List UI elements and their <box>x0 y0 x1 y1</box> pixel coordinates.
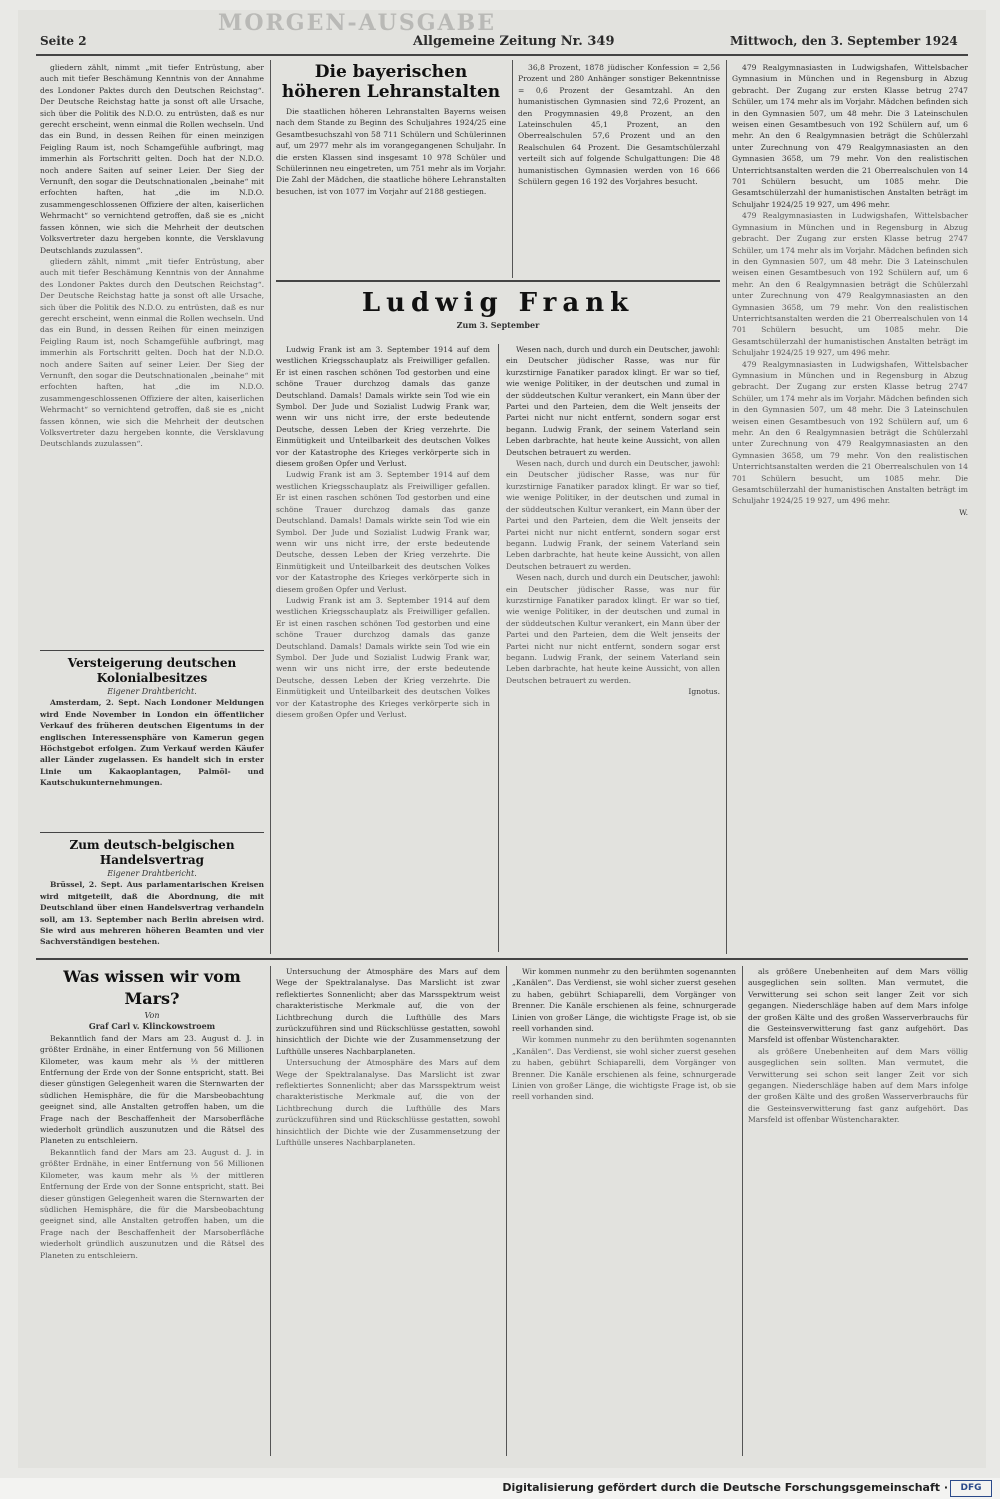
article-body: Ludwig Frank ist am 3. September 1914 auf dem westlichen Kriegsschauplatz als Freiwilliger gefallen. Er ist einen raschen schönen Tod gestorben und eine schöne Trauer durchzog damals das ganze Deutschland. Damals! Damals wirkte sein Tod wie ein Symbol. Der Jude und Sozialist Ludwig Frank war, wenn wir uns nicht irre, der erste bedeutende Deutsche, dessen Leben der Krieg verzehrte. Die Einmütigkeit und Unteilbarkeit des deutschen Volkes vor der Katastrophe des Krieges verkörperte sich in diesem großen Opfer und Verlust. <box>276 345 490 469</box>
article-frank-cont <box>506 344 720 952</box>
article-title: Was wissen wir vom Mars? <box>63 967 241 1008</box>
masthead: MORGEN-AUSGABE <box>218 10 496 36</box>
article-lehranstalten <box>276 62 506 276</box>
article-body: Die staatlichen höheren Lehranstalten Bayerns weisen nach dem Stande zu Beginn des Schuljahres 1924/25 eine Gesamtbesuchszahl von 58 711 Schülern und Schülerinnen auf, um 2977 mehr als im vorangegangenen Schuljahr. In die ersten Klassen sind insgesamt 10 978 Schüler und Schülerinnen neu eingetreten, um 751 mehr als im Vorjahr. Die Zahl der Mädchen, die staatliche höhere Lehranstalten besuchen, ist von 1077 im Vorjahr auf 2188 gestiegen. <box>276 107 506 196</box>
article-handel <box>40 838 264 956</box>
article-lehranstalten-cont <box>518 62 720 276</box>
header-rule <box>36 54 968 56</box>
article-dateline: Eigener Drahtbericht. <box>107 869 197 878</box>
article-body: Untersuchung der Atmosphäre des Mars auf dem Wege der Spektralanalyse. Das Marslicht ist zwar reflektiertes Sonnenlicht; aber das Marsspektrum weist charakteristische Merkmale auf, die von der Lichtbrechung durch die Lufthülle des Mars zurückzuführen sind und Rückschlüsse gestatten, sowohl hinsichtlich der Dichte wie der Zusammensetzung der Lufthülle unseres Nachbarplaneten. <box>276 967 500 1056</box>
article-body-cont: 479 Realgymnasiasten in Ludwigshafen, Wittelsbacher Gymnasium in München und in Regensburg in Abzug gebracht. Der Zugang zur ersten Klasse betrug 2747 Schüler, um 174 mehr als im Vorjahr. Mädchen befinden sich in den Gymnasien 507, um 48 mehr. Die 3 Lateinschulen weisen einen Gesamtbesuch von 192 Schülern auf, um 6 mehr. An den 6 Realgymnasien beträgt die Schülerzahl unter Zurechnung von 479 Realgymnasiasten an den Gymnasien 3658, um 79 mehr. Von den realistischen Unterrichtsanstalten werden die 21 Oberrealschulen von 14 701 Schülern besucht, um 1085 mehr. Die Gesamtschülerzahl der humanistischen Anstalten beträgt im Schuljahr 1924/25 19 927, um 496 mehr. <box>732 359 968 506</box>
article-reichstag <box>40 62 264 642</box>
column-rule <box>270 966 271 1456</box>
article-body-cont: Ludwig Frank ist am 3. September 1914 auf dem westlichen Kriegsschauplatz als Freiwilliger gefallen. Er ist einen raschen schönen Tod gestorben und eine schöne Trauer durchzog damals das ganze Deutschland. Damals! Damals wirkte sein Tod wie ein Symbol. Der Jude und Sozialist Ludwig Frank war, wenn wir uns nicht irre, der erste bedeutende Deutsche, dessen Leben der Krieg verzehrte. Die Einmütigkeit und Unteilbarkeit des deutschen Volkes vor der Katastrophe des Krieges verkörperte sich in diesem großen Opfer und Verlust. <box>276 470 490 594</box>
article-body: Wesen nach, durch und durch ein Deutscher, jawohl: ein Deutscher jüdischer Rasse, was nur für kurzstirnige Fanatiker paradox klingt. Er war so tief, wie wenige Politiker, in der deutschen und zumal in der süddeutschen Kultur verankert, ein Mann über der Partei und den Parteien, dem die Welt jenseits der Partei nicht nur nicht entfernt, sondern sogar erst begann. Ludwig Frank, der seinem Vaterland sein Leben darbrachte, hat heute keine Aussicht, von allen Deutschen betrauert zu werden. <box>506 345 720 457</box>
page-number: Seite 2 <box>40 34 87 48</box>
author-sign: Ignotus. <box>688 687 720 697</box>
frank-heading <box>276 286 720 340</box>
column-rule <box>270 60 271 954</box>
article-title: Zum deutsch-belgischen Handelsvertrag <box>69 838 235 867</box>
article-body: gliedern zählt, nimmt „mit tiefer Entrüstung, aber auch mit tiefer Beschämung Kenntnis von der Annahme des Londoner Paktes durch den Deutschen Reichstag“. Der Deutsche Reichstag hatte ja sonst oft alle Ursache, sich über die Politik des N.D.O. zu entrüsten, daß es nur gerecht erscheint, wenn einmal die Rollen wechseln. Und das ein Bund, in dessen Reihen für einen meinzigen Feigling Raum ist, noch Schamgefühle aufbringt, mag immerhin als Fortschritt gelten. Doch hat der N.D.O. noch andere Saiten auf seiner Leier. Der Sieg der Vernunft, den sogar die Deutschnationalen „beinahe“ mit erfochten haften, hat „die im N.D.O. zusammengeschlossenen Offiziere der alten, kaiserlichen Wehrmacht“ so vernichtend getroffen, daß sie es „nicht fassen können, wie sich die Mehrheit der deutschen Volksvertreter dazu hergeben konnte, die Versklavung Deutschlands zuzulassen“. <box>40 63 264 255</box>
article-title: Die bayerischen höheren Lehranstalten <box>281 62 501 102</box>
digitization-footer <box>0 1478 1000 1499</box>
article-body: 479 Realgymnasiasten in Ludwigshafen, Wittelsbacher Gymnasium in München und in Regensburg in Abzug gebracht. Der Zugang zur ersten Klasse betrug 2747 Schüler, um 174 mehr als im Vorjahr. Mädchen befinden sich in den Gymnasien 507, um 48 mehr. Die 3 Lateinschulen weisen einen Gesamtbesuch von 192 Schülern auf, um 6 mehr. An den 6 Realgymnasien beträgt die Schülerzahl unter Zurechnung von 479 Realgymnasiasten an den Gymnasien 3658, um 79 mehr. Von den realistischen Unterrichtsanstalten werden die 21 Oberrealschulen von 14 701 Schülern besucht, um 1085 mehr. Die Gesamtschülerzahl der humanistischen Anstalten beträgt im Schuljahr 1924/25 19 927, um 496 mehr. <box>732 63 968 209</box>
article-body: Wir kommen nunmehr zu den berühmten sogenannten „Kanälen“. Das Verdienst, sie wohl sicher zuerst gesehen zu haben, gebührt Schiaparelli, dem Vorgänger von Brenner. Die Kanäle erschienen als feine, schnurgerade Linien von großer Länge, die wichtigste Frage ist, ob sie reell vorhanden sind. <box>512 967 736 1034</box>
column-rule <box>742 966 743 1456</box>
article-body-cont: Wir kommen nunmehr zu den berühmten sogenannten „Kanälen“. Das Verdienst, sie wohl sicher zuerst gesehen zu haben, gebührt Schiaparelli, dem Vorgänger von Brenner. Die Kanäle erschienen als feine, schnurgerade Linien von großer Länge, die wichtigste Frage ist, ob sie reell vorhanden sind. <box>512 1035 736 1102</box>
article-body: Amsterdam, 2. Sept. Nach Londoner Meldungen wird Ende November in London ein öffentlicher Verkauf des früheren deutschen Eigentums in der englischen Interessensphäre von Kamerun gegen Höchstgebot erfolgen. Zum Verkauf werden Käufer aller Länder zugelassen. Es handelt sich in erster Linie um Kakaoplantagen, Palmöl- und Kautschukunternehmungen. <box>40 698 264 788</box>
newspaper-page <box>18 10 986 1468</box>
column-rule <box>506 966 507 1456</box>
article-mars-cont3 <box>748 966 968 1456</box>
article-subtitle: Zum 3. September <box>456 320 540 330</box>
article-schulstatistik <box>732 62 968 948</box>
divider <box>276 280 720 282</box>
article-kolonial <box>40 656 264 826</box>
column-rule <box>726 60 727 954</box>
article-body-cont: Ludwig Frank ist am 3. September 1914 auf dem westlichen Kriegsschauplatz als Freiwilliger gefallen. Er ist einen raschen schönen Tod gestorben und eine schöne Trauer durchzog damals das ganze Deutschland. Damals! Damals wirkte sein Tod wie ein Symbol. Der Jude und Sozialist Ludwig Frank war, wenn wir uns nicht irre, der erste bedeutende Deutsche, dessen Leben der Krieg verzehrte. Die Einmütigkeit und Unteilbarkeit des deutschen Volkes vor der Katastrophe des Krieges verkörperte sich in diesem großen Opfer und Verlust. <box>276 595 490 719</box>
section-rule <box>36 958 968 960</box>
divider <box>40 832 264 833</box>
byline-author: Graf Carl v. Klinckowstroem <box>88 1021 216 1032</box>
article-mars-cont <box>276 966 500 1456</box>
byline-von: Von <box>144 1011 160 1020</box>
column-rule <box>512 60 513 278</box>
article-mars-cont2 <box>512 966 736 1456</box>
footer-text: Digitalisierung gefördert durch die Deutsche Forschungsgemeinschaft · <box>502 1481 948 1494</box>
article-title: Ludwig Frank <box>361 288 635 318</box>
article-body-cont: Wesen nach, durch und durch ein Deutscher, jawohl: ein Deutscher jüdischer Rasse, was nur für kurzstirnige Fanatiker paradox klingt. Er war so tief, wie wenige Politiker, in der deutschen und zumal in der süddeutschen Kultur verankert, ein Mann über der Partei und den Parteien, dem die Welt jenseits der Partei nicht nur nicht entfernt, sondern sogar erst begann. Ludwig Frank, der seinem Vaterland sein Leben darbrachte, hat heute keine Aussicht, von allen Deutschen betrauert zu werden. <box>506 459 720 571</box>
divider <box>40 650 264 651</box>
author-sign: W. <box>959 507 968 517</box>
article-frank <box>276 344 490 952</box>
article-title: Versteigerung deutschen Kolonialbesitzes <box>67 656 237 685</box>
article-body-cont: 479 Realgymnasiasten in Ludwigshafen, Wittelsbacher Gymnasium in München und in Regensburg in Abzug gebracht. Der Zugang zur ersten Klasse betrug 2747 Schüler, um 174 mehr als im Vorjahr. Mädchen befinden sich in den Gymnasien 507, um 48 mehr. Die 3 Lateinschulen weisen einen Gesamtbesuch von 192 Schülern auf, um 6 mehr. An den 6 Realgymnasien beträgt die Schülerzahl unter Zurechnung von 479 Realgymnasiasten an den Gymnasien 3658, um 79 mehr. Von den realistischen Unterrichtsanstalten werden die 21 Oberrealschulen von 14 701 Schülern besucht, um 1085 mehr. Die Gesamtschülerzahl der humanistischen Anstalten beträgt im Schuljahr 1924/25 19 927, um 496 mehr. <box>732 211 968 358</box>
article-body: Bekanntlich fand der Mars am 23. August d. J. in größter Erdnähe, in einer Entfernung von 56 Millionen Kilometer, was kaum mehr als ⅓ der mittleren Entfernung der Erde von der Sonne entspricht, statt. Bei dieser günstigen Gelegenheit waren die Sternwarten der südlichen Hemisphäre, die für die Marsbeobachtung geeignet sind, alle Anstalten getroffen haben, um die Frage nach der Beschaffenheit der Marsoberfläche wiederholt gründlich auszunutzen und die Rätsel des Planeten zu entschleiern. <box>40 1033 264 1146</box>
article-body-cont: gliedern zählt, nimmt „mit tiefer Entrüstung, aber auch mit tiefer Beschämung Kenntnis von der Annahme des Londoner Paktes durch den Deutschen Reichstag“. Der Deutsche Reichstag hatte ja sonst oft alle Ursache, sich über die Politik des N.D.O. zu entrüsten, daß es nur gerecht erscheint, wenn einmal die Rollen wechseln. Und das ein Bund, in dessen Reihen für einen meinzigen Feigling Raum ist, noch Schamgefühle aufbringt, mag immerhin als Fortschritt gelten. Doch hat der N.D.O. noch andere Saiten auf seiner Leier. Der Sieg der Vernunft, den sogar die Deutschnationalen „beinahe“ mit erfochten haften, hat „die im N.D.O. zusammengeschlossenen Offiziere der alten, kaiserlichen Wehrmacht“ so vernichtend getroffen, daß sie es „nicht fassen können, wie sich die Mehrheit der deutschen Volksvertreter dazu hergeben konnte, die Versklavung Deutschlands zuzulassen“. <box>40 256 264 449</box>
article-body-cont: Wesen nach, durch und durch ein Deutscher, jawohl: ein Deutscher jüdischer Rasse, was nur für kurzstirnige Fanatiker paradox klingt. Er war so tief, wie wenige Politiker, in der deutschen und zumal in der süddeutschen Kultur verankert, ein Mann über der Partei und den Parteien, dem die Welt jenseits der Partei nicht nur nicht entfernt, sondern sogar erst begann. Ludwig Frank, der seinem Vaterland sein Leben darbrachte, hat heute keine Aussicht, von allen Deutschen betrauert zu werden. <box>506 573 720 685</box>
dfg-logo: DFG <box>950 1480 992 1497</box>
article-dateline: Eigener Drahtbericht. <box>107 687 197 696</box>
article-body-cont: Untersuchung der Atmosphäre des Mars auf dem Wege der Spektralanalyse. Das Marslicht ist zwar reflektiertes Sonnenlicht; aber das Marsspektrum weist charakteristische Merkmale auf, die von der Lichtbrechung durch die Lufthülle des Mars zurückzuführen sind und Rückschlüsse gestatten, sowohl hinsichtlich der Dichte wie der Zusammensetzung der Lufthülle unseres Nachbarplaneten. <box>276 1058 500 1148</box>
paper-title: Allgemeine Zeitung Nr. 349 <box>413 34 615 49</box>
article-body: als größere Unebenheiten auf dem Mars völlig ausgeglichen sein sollten. Man vermutet, die Verwitterung sei schon seit langer Zeit vor sich gegangen. Niederschläge haben auf dem Mars infolge der großen Kälte und des großen Wasserverbrauchs für die Gesteinsverwitterung fast ganz aufgehört. Das Marsfeld ist offenbar Wüstencharakter. <box>748 967 968 1045</box>
column-rule <box>498 344 499 952</box>
article-body: 36,8 Prozent, 1878 jüdischer Konfession = 2,56 Prozent und 280 Anhänger sonstiger Bekenntnisse = 0,6 Prozent der Gesamtzahl. An den humanistischen Gymnasien sind 72,6 Prozent, an den Progymnasien 49,8 Prozent, an den Lateinschulen 45,1 Prozent, an den Oberrealschulen 57,6 Prozent und an den Realschulen 64 Prozent. Die Gesamtschülerzahl verteilt sich auf folgende Schulgattungen: Die 48 humanistischen Gymnasien werden von 16 666 Schülern gegen 16 192 des Vorjahres besucht. <box>518 63 720 187</box>
article-body: Brüssel, 2. Sept. Aus parlamentarischen Kreisen wird mitgeteilt, daß die Abordnung, die mit Deutschland über einen Handelsvertrag verhandeln soll, am 13. September nach Berlin abreisen wird. Sie wird aus mehreren höheren Beamten und vier Sachverständigen bestehen. <box>40 880 264 947</box>
article-mars <box>40 966 264 1456</box>
article-body-cont: Bekanntlich fand der Mars am 23. August d. J. in größter Erdnähe, in einer Entfernung von 56 Millionen Kilometer, was kaum mehr als ⅓ der mittleren Entfernung der Erde von der Sonne entspricht, statt. Bei dieser günstigen Gelegenheit waren die Sternwarten der südlichen Hemisphäre, die für die Marsbeobachtung geeignet sind, alle Anstalten getroffen haben, um die Frage nach der Beschaffenheit der Marsoberfläche wiederholt gründlich auszunutzen und die Rätsel des Planeten zu entschleiern. <box>40 1147 264 1260</box>
article-body-cont: als größere Unebenheiten auf dem Mars völlig ausgeglichen sein sollten. Man vermutet, die Verwitterung sei schon seit langer Zeit vor sich gegangen. Niederschläge haben auf dem Mars infolge der großen Kälte und des großen Wasserverbrauchs für die Gesteinsverwitterung fast ganz aufgehört. Das Marsfeld ist offenbar Wüstencharakter. <box>748 1046 968 1125</box>
issue-date: Mittwoch, den 3. September 1924 <box>730 34 958 48</box>
